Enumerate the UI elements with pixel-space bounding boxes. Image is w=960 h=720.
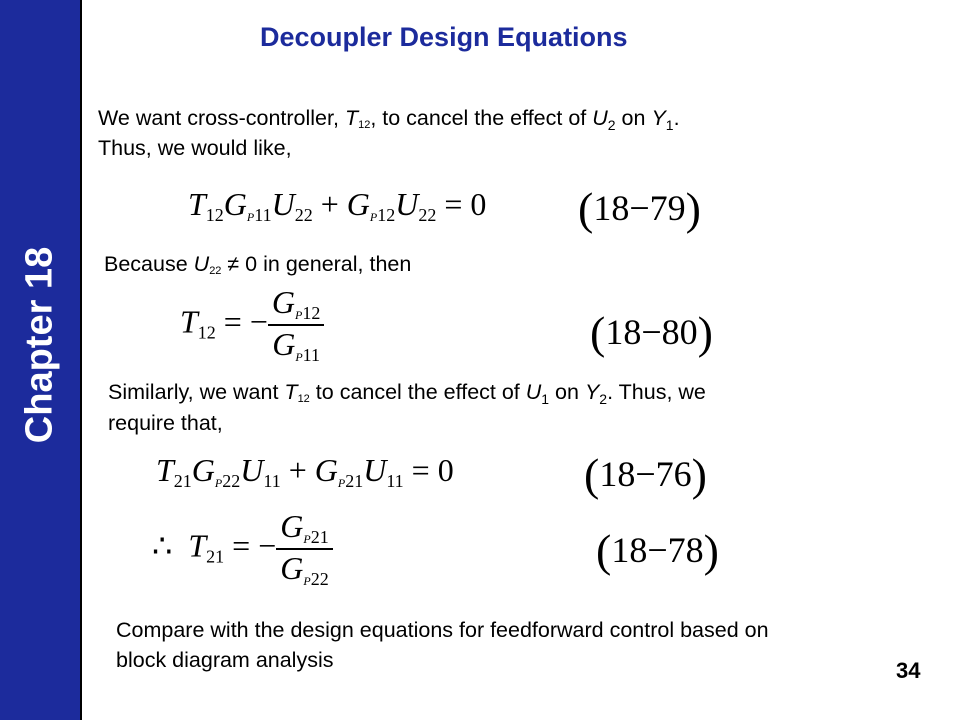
intro-line-1: We want cross-controller, $T_{12}$, to cancel the effect of $U_2$ on $Y_1$. [98,106,680,133]
chapter-sidebar [0,0,82,720]
compare-line-2: block diagram analysis [116,648,334,672]
equation-18-78: ∴ T21 = − $\frac{GP21}{GP22}$ [152,508,333,590]
intro-line-2: Thus, we would like, [98,136,292,160]
equation-18-80: T12 = − $\frac{GP12}{GP11}$ [180,284,324,366]
equation-number-18-79: (18−79) [578,183,701,234]
chapter-label: Chapter 18 [18,246,61,444]
equation-18-79: T12GP11U22 + GP12U22 = 0 [188,186,487,225]
similarly-line-1: Similarly, we want $T_{12}$ to cancel the effect of $U_1$ on $Y_2$. Thus, we [108,380,706,407]
page-number: 34 [896,658,921,683]
equation-number-18-76: (18−76) [584,449,707,500]
equation-18-76: T21GP22U11 + GP21U11 = 0 [156,452,454,491]
similarly-line-2: require that, [108,411,223,435]
equation-number-18-78: (18−78) [596,525,719,576]
because-line: Because $U_{22} \ne 0$ in general, then [104,252,412,277]
equation-number-18-80: (18−80) [590,307,713,358]
slide-title: Decoupler Design Equations [260,22,628,52]
compare-line-1: Compare with the design equations for feedforward control based on [116,618,769,642]
